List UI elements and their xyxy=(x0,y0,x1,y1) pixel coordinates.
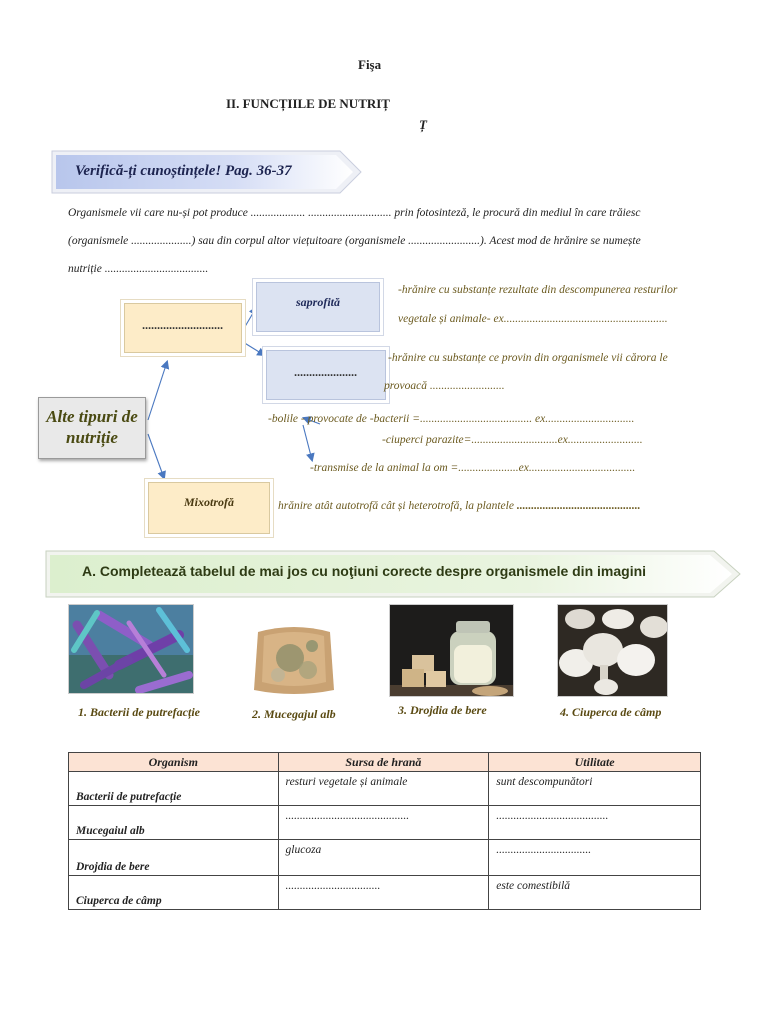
page-subtitle: II. FUNCȚIILE DE NUTRIȚ xyxy=(226,96,390,111)
table-task-banner-text: A. Completează tabelul de mai jos cu noţiuni corecte despre organismele din imagini xyxy=(82,563,647,579)
caption-ciuperca: 4. Ciuperca de câmp xyxy=(560,705,662,719)
bolile-line: -bolile - provocate de -bacterii =....................................... ex............................... xyxy=(268,413,635,425)
parazita-node xyxy=(266,350,386,400)
paragraph-line-2: (organismele .....................) sau din corpul altor viețuitoare (organismele .........................). Acest mod de hrănire se numește xyxy=(68,235,641,247)
parazita-label: ..................... xyxy=(294,365,358,379)
cell-utilitate[interactable]: ................................. xyxy=(489,840,701,876)
caption-bacteria: 1. Bacterii de putrefacție xyxy=(78,705,200,719)
cell-organism: Bacterii de putrefacție xyxy=(69,772,279,806)
verify-banner-text: Verifică-ți cunoștințele! Pag. 36-37 xyxy=(75,163,292,179)
moldy-bread-photo xyxy=(250,620,338,700)
saprofita-desc-1: -hrănire cu substanțe rezultate din descompunerea resturilor xyxy=(398,284,678,296)
saprofita-desc-2: vegetale și animale- ex......................................................... xyxy=(398,313,668,325)
cell-utilitate[interactable]: ....................................... xyxy=(489,806,701,840)
paragraph-line-3: nutriție .................................... xyxy=(68,263,209,275)
mushrooms-illustration xyxy=(558,605,668,697)
header-sursa: Sursa de hrană xyxy=(278,753,489,772)
blank-nutrition-node xyxy=(124,303,242,353)
page-title: Fişa xyxy=(358,57,382,72)
parazita-desc-1: -hrănire cu substanțe ce provin din organismele vii cărora le xyxy=(388,352,668,364)
cell-organism: Drojdia de bere xyxy=(69,840,279,876)
table-row xyxy=(69,806,701,840)
mixotrofa-node xyxy=(148,482,270,534)
parazita-desc-2: provoacă .......................... xyxy=(384,380,505,392)
cell-sursa[interactable]: ........................................... xyxy=(278,806,489,840)
cell-utilitate[interactable]: este comestibilă xyxy=(489,876,701,910)
table-row xyxy=(69,840,701,876)
mixotrofa-desc-dots: ........................................... xyxy=(516,500,641,512)
mushrooms-photo xyxy=(557,604,668,697)
mixotrofa-label: Mixotrofă xyxy=(183,495,234,509)
organisms-table xyxy=(68,752,701,910)
header-utilitate: Utilitate xyxy=(489,753,701,772)
yeast-illustration xyxy=(390,605,514,697)
saprofita-node xyxy=(256,282,380,332)
cell-utilitate[interactable]: sunt descompunători xyxy=(489,772,701,806)
cell-sursa[interactable]: resturi vegetale și animale xyxy=(278,772,489,806)
saprofita-label: saprofită xyxy=(295,295,340,309)
alte-tipuri-node: Alte tipuri de nutriție xyxy=(38,397,146,459)
bacteria-photo xyxy=(68,604,194,694)
stray-character: Ț xyxy=(419,117,427,132)
transmise-line: -transmise de la animal la om =.....................ex..................................... xyxy=(310,462,636,474)
cell-organism: Ciuperca de câmp xyxy=(69,876,279,910)
header-organism: Organism xyxy=(69,753,279,772)
yeast-photo xyxy=(389,604,514,697)
cell-sursa[interactable]: glucoza xyxy=(278,840,489,876)
table-row xyxy=(69,772,701,806)
moldy-bread-illustration xyxy=(250,620,338,700)
mixotrofa-desc-text: hrănire atât autotrofă cât și heterotrofă, la plantele xyxy=(278,500,514,512)
blank-nutrition-label: ........................... xyxy=(142,318,224,332)
mixotrofa-desc xyxy=(278,500,640,512)
table-header-row xyxy=(69,753,701,772)
caption-mucegai: 2. Mucegajul alb xyxy=(252,707,336,721)
bacteria-illustration xyxy=(69,605,194,694)
cell-sursa[interactable]: ................................. xyxy=(278,876,489,910)
paragraph-line-1: Organismele vii care nu-și pot produce ................... ............................. prin fotosinteză, le procură din mediul în care trăiesc xyxy=(68,207,641,219)
caption-drojdie: 3. Drojdia de bere xyxy=(398,703,487,717)
table-row xyxy=(69,876,701,910)
ciuperci-line: -ciuperci parazite=..............................ex.......................... xyxy=(382,434,643,446)
cell-organism: Mucegaiul alb xyxy=(69,806,279,840)
